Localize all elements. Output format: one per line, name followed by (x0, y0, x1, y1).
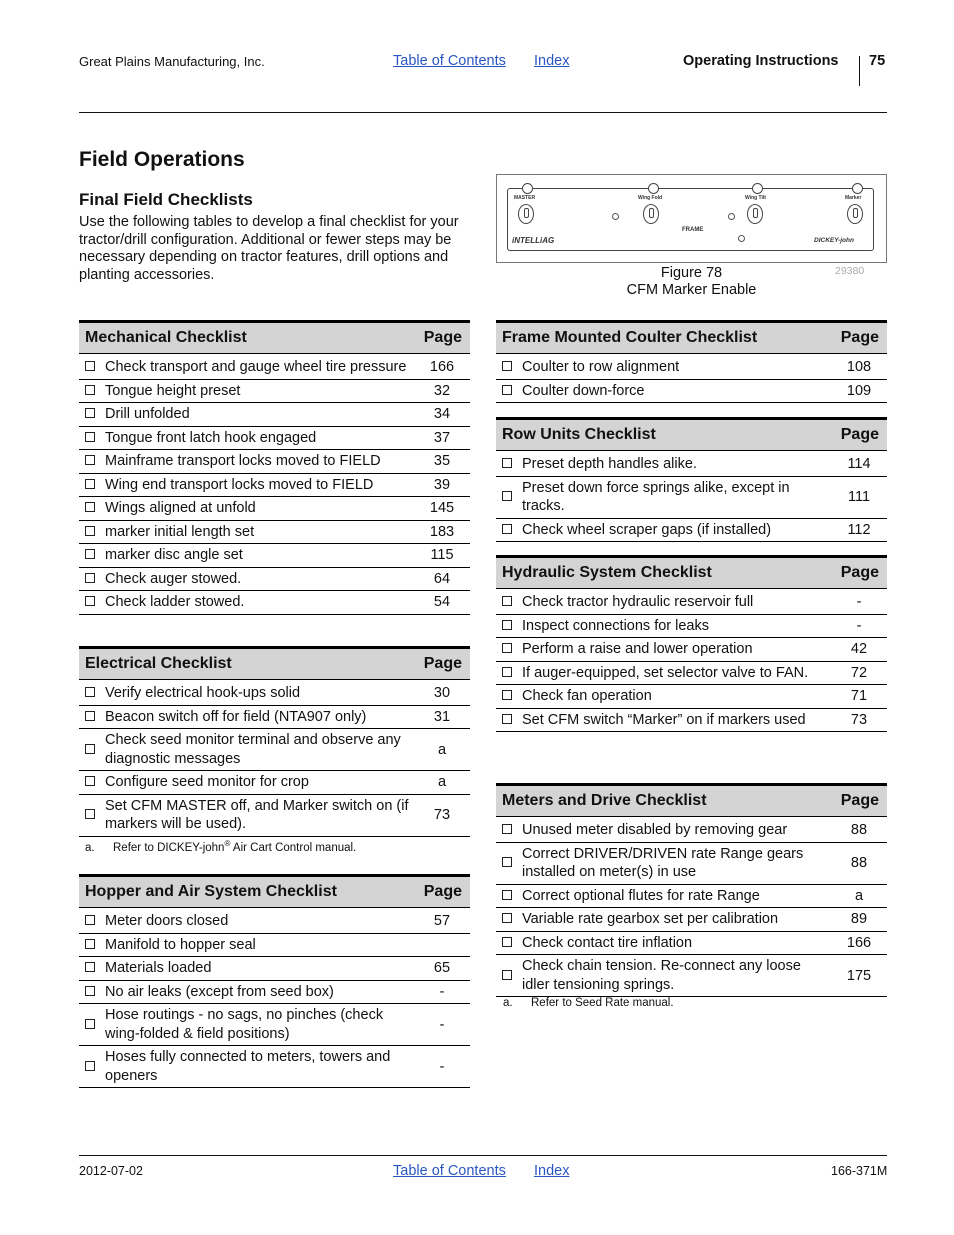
hydraulic-checklist (496, 555, 887, 732)
page-reference: 111 (847, 489, 871, 505)
checkbox-icon[interactable] (85, 1019, 95, 1029)
checkbox-icon[interactable] (85, 596, 95, 606)
checkbox-icon[interactable] (85, 687, 95, 697)
checklist-row (496, 908, 887, 932)
checkbox-icon[interactable] (502, 385, 512, 395)
checklist-row (496, 709, 887, 733)
checklist-item-text: marker initial length set (105, 523, 255, 540)
checkbox-icon[interactable] (502, 913, 512, 923)
table-header (79, 874, 470, 908)
figure-number: Figure 78 (660, 265, 723, 281)
checklist-row (79, 795, 470, 837)
checkbox-icon[interactable] (85, 1061, 95, 1071)
electrical-checklist (79, 646, 470, 837)
page-column-header: Page (423, 329, 462, 346)
checkbox-icon[interactable] (85, 573, 95, 583)
footnote-text-end: Air Cart Control manual. (230, 841, 357, 854)
checkbox-icon[interactable] (85, 776, 95, 786)
checkbox-icon[interactable] (502, 857, 512, 867)
checklist-row (79, 729, 470, 771)
checklist-item-text: Correct optional flutes for rate Range (522, 887, 760, 904)
meters-footnote (503, 997, 674, 1009)
checkbox-icon[interactable] (85, 809, 95, 819)
indicator-led-icon (738, 235, 745, 242)
section-title: Field Operations (79, 148, 245, 171)
page-reference: a (854, 887, 864, 904)
checklist-item-text: Set CFM MASTER off, and Marker switch on (if markers will be used). (105, 797, 409, 832)
checklist-item-text: Variable rate gearbox set per calibration (522, 911, 779, 927)
checklist-row (79, 521, 470, 545)
checkbox-icon[interactable] (502, 937, 512, 947)
toggle-switch-icon (847, 204, 863, 224)
page-reference: 71 (850, 688, 868, 705)
checklist-item-text: Check wheel scraper gaps (if installed) (522, 521, 772, 538)
checklist-item-text: Preset down force springs alike, except in tracks. (522, 479, 790, 514)
checklist-item-text: Inspect connections for leaks (522, 617, 709, 634)
checkbox-icon[interactable] (85, 385, 95, 395)
page-reference: 72 (850, 664, 868, 681)
footnote-letter: a. (85, 841, 95, 854)
table-title: Mechanical Checklist (85, 329, 247, 346)
checklist-row (79, 934, 470, 958)
panel-label-frame: FRAME (682, 227, 704, 233)
knob-icon (852, 183, 863, 194)
page-reference: 34 (433, 406, 451, 423)
table-title: Hopper and Air System Checklist (85, 883, 337, 900)
checklist-row (496, 380, 887, 404)
table-title: Row Units Checklist (502, 426, 656, 443)
checklist-item-text: Hose routings - no sags, no pinches (check wing-folded & field positions) (105, 1007, 384, 1042)
checklist-item-text: Drill unfolded (105, 406, 190, 422)
checklist-item-text: marker disc angle set (105, 547, 243, 563)
page-reference: 145 (429, 500, 455, 517)
checkbox-icon[interactable] (85, 939, 95, 949)
page-reference: - (439, 983, 445, 1000)
checkbox-icon[interactable] (502, 824, 512, 834)
figure-code: 29380 (835, 265, 865, 277)
page-reference: 30 (433, 685, 451, 702)
table-header (79, 320, 470, 354)
checklist-item-text: Set CFM switch “Marker” on if markers used (522, 711, 806, 728)
page-number: 75 (869, 53, 886, 69)
page-reference: 35 (433, 453, 451, 470)
checkbox-icon[interactable] (502, 596, 512, 606)
page-reference: 65 (433, 960, 451, 977)
page-reference: 114 (847, 456, 871, 473)
checkbox-icon[interactable] (502, 714, 512, 724)
panel-label-master: MASTER (514, 195, 536, 201)
checkbox-icon[interactable] (85, 479, 95, 489)
checklist-row (79, 380, 470, 404)
checklist-item-text: Materials loaded (105, 960, 212, 976)
checklist-item-text: Check auger stowed. (105, 570, 242, 587)
checklist-row (496, 453, 887, 477)
table-header (496, 783, 887, 817)
page-reference: a (437, 741, 447, 758)
checkbox-icon[interactable] (85, 711, 95, 721)
panel-label-marker: Marker (845, 195, 862, 201)
checklist-row (79, 981, 470, 1005)
toggle-switch-icon (518, 204, 534, 224)
page-reference: 73 (850, 711, 868, 728)
checklist-item-text: Check transport and gauge wheel tire pressure (105, 359, 407, 375)
page-reference: 31 (433, 708, 451, 725)
checklist-row (79, 356, 470, 380)
header-rule (79, 112, 887, 113)
table-header (79, 646, 470, 680)
registered-mark: ® (224, 839, 231, 848)
checkbox-icon[interactable] (85, 455, 95, 465)
figure-caption: CFM Marker Enable (626, 282, 757, 298)
checklist-item-text: Preset depth handles alike. (522, 456, 697, 472)
page-column-header: Page (840, 426, 879, 443)
checkbox-icon[interactable] (502, 643, 512, 653)
checkbox-icon[interactable] (502, 458, 512, 468)
footer-index-link[interactable]: Index (534, 1163, 570, 1179)
checklist-item-text: Configure seed monitor for crop (105, 774, 309, 790)
checklist-row (79, 1046, 470, 1088)
checkbox-icon[interactable] (502, 970, 512, 980)
table-header (496, 320, 887, 354)
page-column-header: Page (840, 329, 879, 346)
page-reference: 64 (433, 570, 451, 587)
checklist-item-text: Meter doors closed (105, 913, 229, 929)
checklist-row (79, 474, 470, 498)
figure-image (496, 174, 887, 263)
electrical-footnote (85, 839, 356, 854)
page-reference: 32 (433, 382, 451, 399)
checkbox-icon[interactable] (502, 361, 512, 371)
page-reference: 175 (846, 967, 872, 984)
page-reference: 183 (429, 523, 455, 540)
table-header (496, 417, 887, 451)
page-reference: - (856, 594, 862, 611)
checklist-row (79, 771, 470, 795)
checklist-item-text: Check tractor hydraulic reservoir full (522, 594, 754, 610)
checklist-row (79, 403, 470, 427)
checklist-item-text: If auger-equipped, set selector valve to FAN. (522, 664, 809, 681)
checklist-row (79, 957, 470, 981)
header-toc-link[interactable]: Table of Contents (393, 53, 506, 69)
header-divider (859, 56, 860, 86)
page-reference: 37 (433, 429, 451, 446)
checklist-item-text: Manifold to hopper seal (105, 936, 256, 953)
page-reference: 73 (433, 807, 451, 823)
page-reference: 109 (846, 382, 872, 399)
checklist-row (496, 955, 887, 997)
meters-drive-checklist (496, 783, 887, 997)
checklist-row (496, 615, 887, 639)
page-reference: 39 (433, 476, 451, 493)
checklist-item-text: Wings aligned at unfold (105, 500, 256, 516)
footnote-text: Refer to Seed Rate manual. (531, 997, 674, 1009)
checklist-item-text: Coulter to row alignment (522, 359, 680, 375)
table-title: Meters and Drive Checklist (502, 792, 707, 809)
subsection-title: Final Field Checklists (79, 190, 253, 209)
coulter-checklist (496, 320, 887, 403)
checklist-row (79, 682, 470, 706)
checklist-row (79, 427, 470, 451)
checkbox-icon[interactable] (85, 526, 95, 536)
doc-code: 166-371M (831, 1164, 888, 1178)
checkbox-icon[interactable] (85, 744, 95, 754)
page-reference: - (439, 1016, 445, 1033)
company-name: Great Plains Manufacturing, Inc. (79, 54, 265, 69)
checklist-row (79, 450, 470, 474)
checklist-row (79, 910, 470, 934)
footer-toc-link[interactable]: Table of Contents (393, 1163, 506, 1179)
table-title: Hydraulic System Checklist (502, 564, 712, 581)
page-column-header: Page (840, 564, 879, 581)
checkbox-icon[interactable] (502, 524, 512, 534)
checklist-item-text: Unused meter disabled by removing gear (522, 822, 788, 838)
checkbox-icon[interactable] (502, 890, 512, 900)
checklist-item-text: Mainframe transport locks moved to FIELD (105, 453, 381, 469)
checklist-row (79, 544, 470, 568)
checklist-row (496, 843, 887, 885)
checklist-row (79, 568, 470, 592)
page-reference: 42 (850, 641, 868, 658)
header-index-link[interactable]: Index (534, 53, 570, 69)
checklist-item-text: No air leaks (except from seed box) (105, 983, 334, 1000)
panel-label-wing-fold: Wing Fold (638, 195, 663, 201)
page-reference: 54 (433, 594, 451, 611)
hopper-air-checklist (79, 874, 470, 1088)
checklist-row (496, 356, 887, 380)
checkbox-icon[interactable] (85, 549, 95, 559)
checklist-item-text: Check seed monitor terminal and observe any diagnostic messages (105, 732, 401, 767)
checklist-item-text: Wing end transport locks moved to FIELD (105, 476, 374, 493)
table-title: Electrical Checklist (85, 655, 232, 672)
page-column-header: Page (423, 883, 462, 900)
checkbox-icon[interactable] (85, 432, 95, 442)
page-reference: 88 (850, 855, 868, 871)
intelliag-logo: iNTELLiAG (512, 236, 555, 245)
knob-icon (522, 183, 533, 194)
table-title: Frame Mounted Coulter Checklist (502, 329, 758, 346)
page-reference: - (439, 1058, 445, 1075)
checkbox-icon[interactable] (502, 690, 512, 700)
checklist-row (496, 638, 887, 662)
toggle-switch-icon (643, 204, 659, 224)
checkbox-icon[interactable] (85, 986, 95, 996)
checkbox-icon[interactable] (85, 361, 95, 371)
table-header (496, 555, 887, 589)
checklist-row (79, 497, 470, 521)
checklist-row (496, 591, 887, 615)
checklist-row (496, 885, 887, 909)
page-reference: 57 (433, 913, 451, 930)
footnote-text: Refer to DICKEY-john (113, 841, 225, 854)
page-reference: 166 (429, 359, 455, 376)
page-reference: 89 (850, 911, 868, 928)
checklist-row (496, 662, 887, 686)
checklist-item-text: Hoses fully connected to meters, towers and openers (105, 1049, 391, 1084)
section-label: Operating Instructions (683, 53, 839, 69)
row-units-checklist (496, 417, 887, 542)
footnote-letter: a. (503, 997, 513, 1009)
intro-paragraph: Use the following tables to develop a final checklist for your tractor/drill configuration. Additional or fewer steps may be necessary depending on tractor features, drill options and planting accessories. (79, 214, 459, 283)
page-reference: - (856, 617, 862, 634)
checklist-row (79, 1004, 470, 1046)
checkbox-icon[interactable] (85, 408, 95, 418)
checkbox-icon[interactable] (502, 620, 512, 630)
checklist-row (496, 477, 887, 519)
checklist-item-text: Verify electrical hook-ups solid (105, 685, 301, 701)
checkbox-icon[interactable] (85, 502, 95, 512)
knob-icon (648, 183, 659, 194)
checklist-item-text: Check contact tire inflation (522, 934, 693, 951)
checklist-item-text: Beacon switch off for field (NTA907 only) (105, 708, 367, 725)
toggle-switch-icon (747, 204, 763, 224)
page-column-header: Page (423, 655, 462, 672)
checklist-row (496, 932, 887, 956)
indicator-led-icon (612, 213, 619, 220)
page-column-header: Page (840, 792, 879, 809)
page-reference: 108 (846, 359, 872, 376)
knob-icon (752, 183, 763, 194)
page-reference: 88 (850, 822, 868, 839)
mechanical-checklist (79, 320, 470, 615)
checklist-row (496, 819, 887, 843)
dickey-john-logo: DICKEY-john (814, 237, 854, 244)
indicator-led-icon (728, 213, 735, 220)
checkbox-icon[interactable] (85, 915, 95, 925)
checklist-item-text: Tongue height preset (105, 382, 241, 399)
cfm-switch-panel (507, 188, 874, 251)
panel-label-wing-tilt: Wing Tilt (745, 195, 766, 201)
checklist-row (496, 685, 887, 709)
checklist-item-text: Check ladder stowed. (105, 594, 245, 610)
checkbox-icon[interactable] (502, 667, 512, 677)
checklist-row (79, 706, 470, 730)
checklist-item-text: Check chain tension. Re-connect any loose idler tensioning springs. (522, 958, 801, 993)
checklist-item-text: Perform a raise and lower operation (522, 641, 753, 657)
checkbox-icon[interactable] (85, 962, 95, 972)
checkbox-icon[interactable] (502, 491, 512, 501)
checklist-row (496, 519, 887, 543)
page-reference: 115 (430, 547, 454, 564)
footer-rule (79, 1155, 887, 1156)
page-reference: 112 (847, 521, 871, 538)
page-reference: 166 (846, 934, 872, 951)
checklist-item-text: Tongue front latch hook engaged (105, 429, 317, 446)
checklist-item-text: Check fan operation (522, 688, 652, 704)
page-reference: a (437, 774, 447, 791)
checklist-item-text: Coulter down-force (522, 382, 645, 399)
checklist-item-text: Correct DRIVER/DRIVEN rate Range gears installed on meter(s) in use (522, 845, 804, 880)
footer-date: 2012-07-02 (79, 1164, 143, 1178)
checklist-row (79, 591, 470, 615)
